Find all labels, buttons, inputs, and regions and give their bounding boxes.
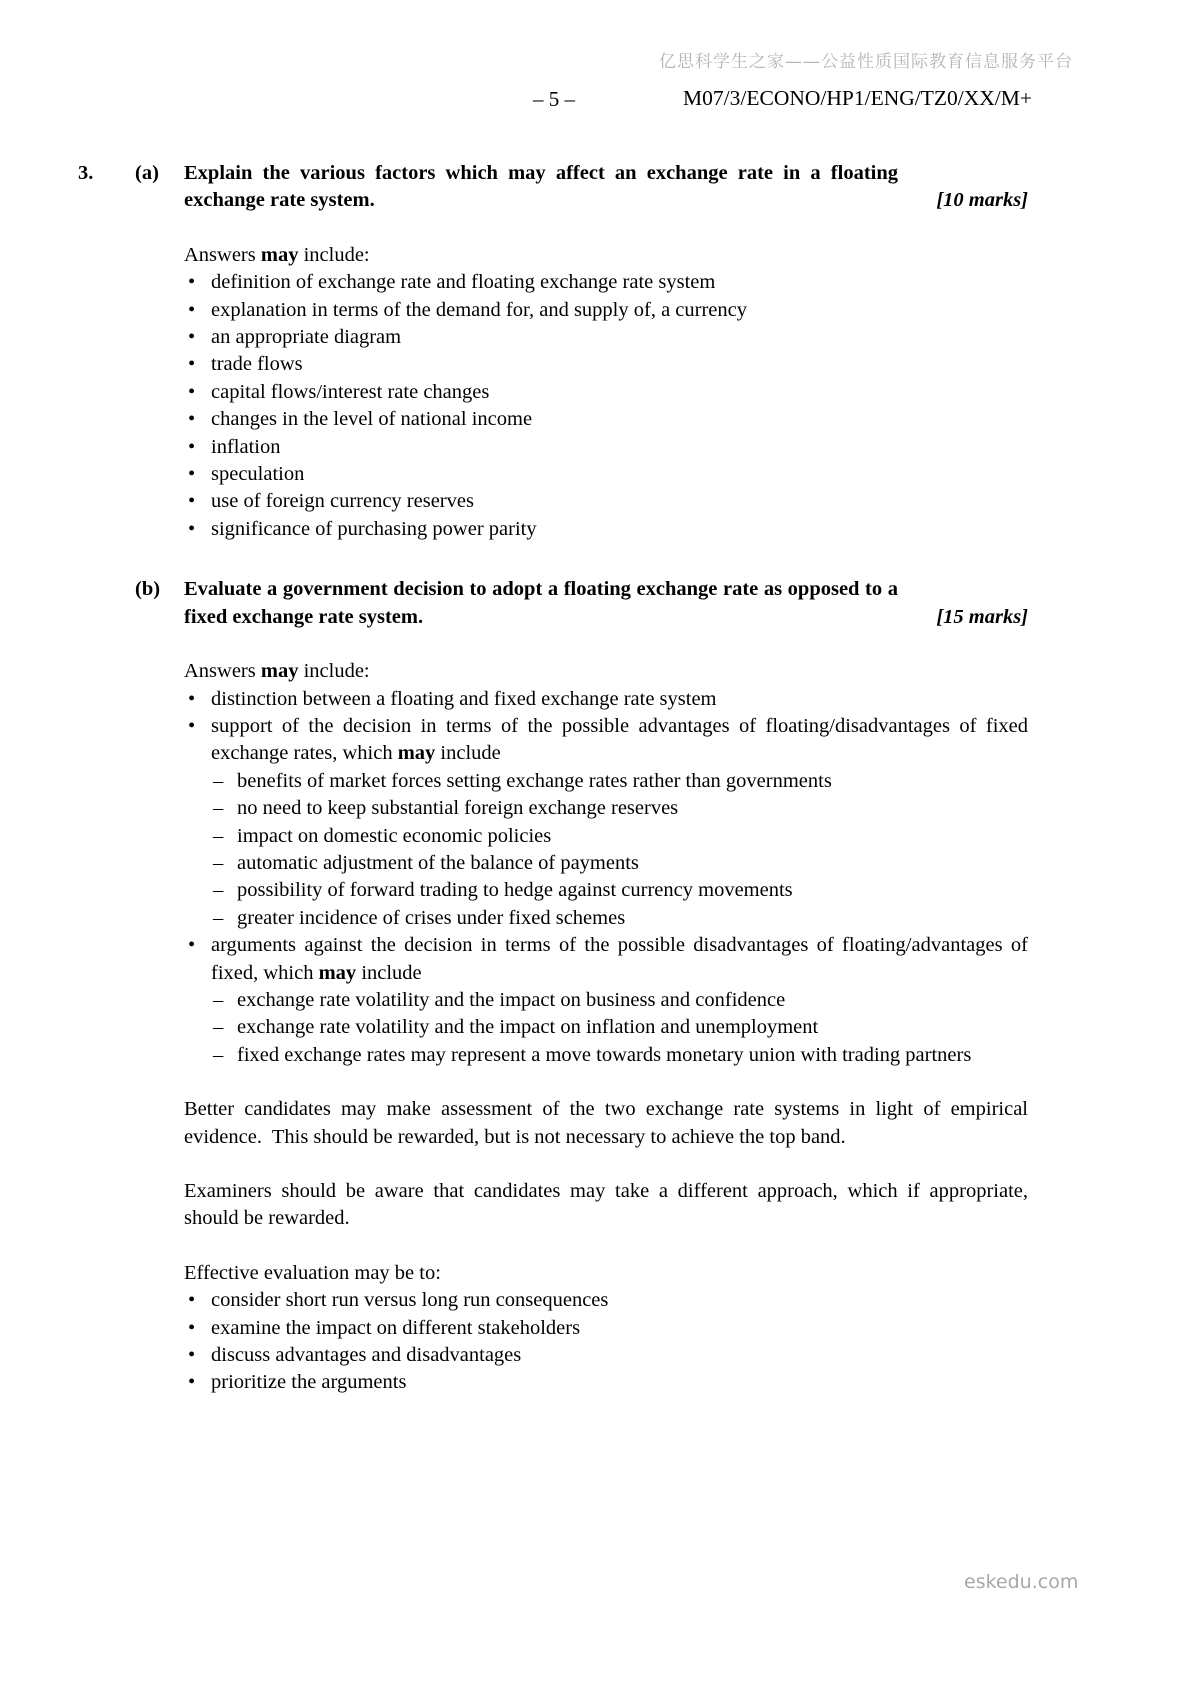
list-item	[184, 297, 1028, 324]
list-item	[184, 1315, 1028, 1342]
part-a-marks: [10 marks]	[936, 189, 1028, 212]
question-part-b	[135, 576, 1028, 1397]
dash-marker: –	[213, 769, 224, 792]
list-item	[184, 932, 1028, 987]
list-item	[184, 488, 1028, 515]
dash-marker: –	[213, 879, 224, 902]
bullet-marker: •	[188, 1316, 196, 1339]
part-b-marks: [15 marks]	[936, 605, 1028, 628]
list-item-text: significance of purchasing power parity	[211, 517, 537, 540]
list-item	[184, 516, 1028, 543]
paragraph-examiners: Examiners should be aware that candidates may take a different approach, which if appropriate, should be rewarded.	[184, 1180, 1028, 1230]
document-code: M07/3/ECONO/HP1/ENG/TZ0/XX/M+	[683, 86, 1032, 110]
question-number: 3.	[78, 162, 94, 184]
bullet-marker: •	[188, 934, 196, 957]
list-item-text: capital flows/interest rate changes	[211, 380, 490, 403]
list-item-text: support of the decision in terms of the possible advantages of floating/disadvantages of fixed exchange rates, which may include	[211, 714, 1028, 765]
part-b-bullet-list	[184, 686, 1028, 1070]
sub-list-item	[209, 877, 1028, 904]
bullet-marker: •	[188, 298, 196, 321]
sub-list-item	[209, 850, 1028, 877]
page-number: – 5 –	[533, 87, 575, 111]
paragraph-better-candidates: Better candidates may make assessment of the two exchange rate systems in light of empirical evidence. This should be rewarded, but is not necessary to achieve the top band.	[184, 1098, 1028, 1148]
question-part-a	[135, 160, 1028, 543]
bullet-marker: •	[188, 1371, 196, 1394]
bullet-marker: •	[188, 353, 196, 376]
dash-marker: –	[213, 824, 224, 847]
list-item	[184, 686, 1028, 713]
sub-list-item	[209, 905, 1028, 932]
list-item-text: fixed exchange rates may represent a move towards monetary union with trading partners	[237, 1043, 972, 1066]
list-item-text: trade flows	[211, 353, 303, 376]
list-item	[184, 461, 1028, 488]
list-item	[184, 713, 1028, 768]
sub-list-item	[209, 795, 1028, 822]
list-item-text: arguments against the decision in terms of the possible disadvantages of floating/advantages of fixed, which may include	[211, 934, 1028, 984]
list-item-text: use of foreign currency reserves	[211, 490, 474, 513]
list-item-text: distinction between a floating and fixed exchange rate system	[211, 687, 717, 710]
bullet-marker: •	[188, 490, 196, 513]
sub-list-item	[209, 1014, 1028, 1041]
dash-marker: –	[213, 1043, 224, 1066]
dash-marker: –	[213, 851, 224, 874]
bullet-marker: •	[188, 435, 196, 458]
list-item-text: prioritize the arguments	[211, 1371, 407, 1394]
list-item-text: an appropriate diagram	[211, 326, 402, 349]
list-item-text: examine the impact on different stakeholders	[211, 1316, 581, 1339]
list-item-text: definition of exchange rate and floating exchange rate system	[211, 271, 716, 294]
list-item-text: discuss advantages and disadvantages	[211, 1344, 522, 1367]
effective-evaluation-list	[184, 1287, 1028, 1397]
part-b-answers-intro: Answers may include:	[184, 660, 370, 683]
list-item	[184, 351, 1028, 378]
bullet-marker: •	[188, 380, 196, 403]
part-a-answers-intro: Answers may include:	[184, 243, 370, 266]
sub-list-item	[209, 987, 1028, 1014]
list-item-text: inflation	[211, 435, 281, 458]
list-item-text: greater incidence of crises under fixed schemes	[237, 906, 626, 929]
bullet-marker: •	[188, 517, 196, 540]
effective-evaluation-heading: Effective evaluation may be to:	[184, 1261, 441, 1284]
bullet-marker: •	[188, 1289, 196, 1312]
list-item-text: automatic adjustment of the balance of payments	[237, 851, 639, 874]
question-3	[78, 160, 1028, 1397]
bullet-marker: •	[188, 271, 196, 294]
bullet-marker: •	[188, 687, 196, 710]
list-item-text: exchange rate volatility and the impact on business and confidence	[237, 988, 786, 1011]
dash-marker: –	[213, 1016, 224, 1039]
list-item-text: changes in the level of national income	[211, 408, 533, 431]
sub-list-item	[209, 768, 1028, 795]
list-item	[184, 406, 1028, 433]
part-b-label: (b)	[135, 578, 161, 601]
footer-watermark: eskedu.com	[964, 1571, 1079, 1593]
sub-list-item	[209, 823, 1028, 850]
dash-marker: –	[213, 988, 224, 1011]
part-a-prompt: Explain the various factors which may affect an exchange rate in a floating exchange rate system.	[184, 162, 898, 212]
header-watermark: 亿思科学生之家——公益性质国际教育信息服务平台	[659, 52, 1073, 72]
bullet-marker: •	[188, 463, 196, 486]
list-item	[184, 269, 1028, 296]
list-item	[184, 434, 1028, 461]
list-item	[184, 379, 1028, 406]
list-item	[184, 1287, 1028, 1314]
list-item-text: no need to keep substantial foreign exchange reserves	[237, 797, 679, 820]
list-item-text: consider short run versus long run consequences	[211, 1289, 609, 1312]
part-a-label: (a)	[135, 162, 159, 184]
part-a-bullet-list	[184, 269, 1028, 543]
list-item-text: benefits of market forces setting exchange rates rather than governments	[237, 769, 832, 792]
list-item-text: possibility of forward trading to hedge against currency movements	[237, 879, 793, 902]
dash-marker: –	[213, 906, 224, 929]
list-item	[184, 324, 1028, 351]
sub-list-item	[209, 1042, 1028, 1069]
bullet-marker: •	[188, 714, 196, 737]
bullet-marker: •	[188, 408, 196, 431]
list-item-text: speculation	[211, 463, 305, 486]
list-item	[184, 1342, 1028, 1369]
list-item	[184, 1369, 1028, 1396]
list-item-text: explanation in terms of the demand for, and supply of, a currency	[211, 298, 747, 321]
bullet-marker: •	[188, 1344, 196, 1367]
bullet-marker: •	[188, 326, 196, 349]
list-item-text: exchange rate volatility and the impact on inflation and unemployment	[237, 1016, 819, 1039]
dash-marker: –	[213, 797, 224, 820]
list-item-text: impact on domestic economic policies	[237, 824, 552, 847]
part-b-prompt: Evaluate a government decision to adopt a floating exchange rate as opposed to a fixed exchange rate system.	[184, 578, 898, 628]
